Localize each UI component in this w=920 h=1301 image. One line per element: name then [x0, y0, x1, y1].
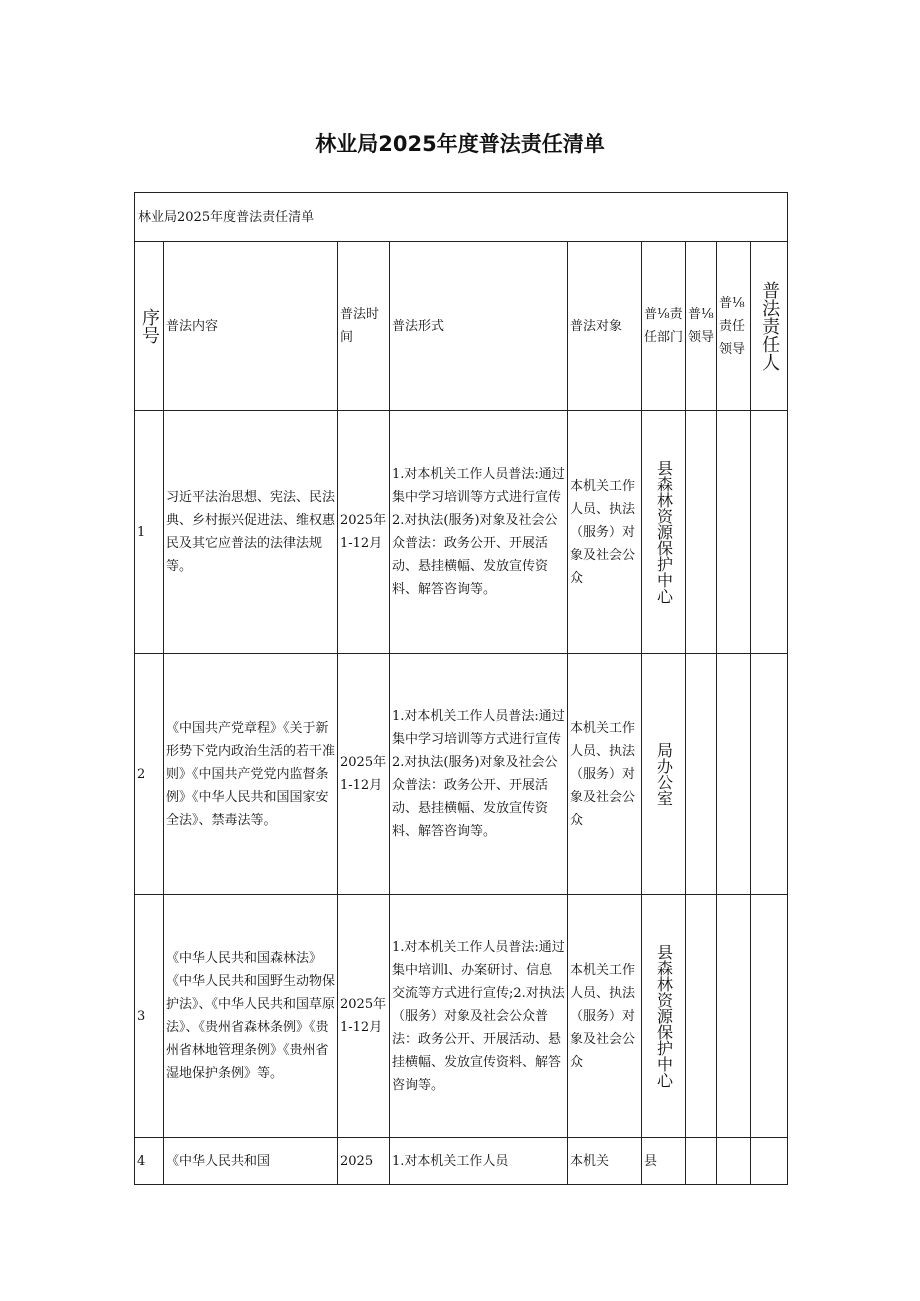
table-row: [135, 411, 788, 654]
row-form: 1.对本机关工作人员普法:通过集中培训l、办案研讨、信息交流等方式进行宣传;2.对执法（服务）对象及社会公众普法：政务公开、开展活动、悬挂横幅、发放宣传资料、解答咨询等。: [390, 895, 568, 1138]
header-resp-leader: 普⅛责任领导: [717, 242, 751, 411]
header-target: 普法对象: [568, 242, 642, 411]
document-title: 林业局2025年度普法责任清单: [315, 132, 605, 156]
row-leader: [686, 411, 717, 654]
row-dept: 县: [642, 1138, 686, 1185]
row-dept: 县森林资源保护中心: [642, 895, 686, 1138]
header-seq: 序号: [135, 242, 164, 411]
row-content: 《中国共产党章程》《关于新形势下党内政治生活的若干准则》《中国共产党党内监督条例》《中华人民共和国国家安全法》、禁毒法等。: [164, 654, 338, 895]
header-form: 普法形式: [390, 242, 568, 411]
row-content: 《中华人民共和国森林法》《中华人民共和国野生动物保护法》、《中华人民共和国草原法》、《贵州省森林条例》《贵州省林地管理条例》《贵州省湿地保护条例》等。: [164, 895, 338, 1138]
row-content: 习近平法治思想、宪法、民法典、乡村振兴促进法、维权惠民及其它应普法的法律法规等。: [164, 411, 338, 654]
row-seq: 4: [135, 1138, 164, 1185]
header-dept: 普⅛责任部门: [642, 242, 686, 411]
row-seq: 1: [135, 411, 164, 654]
caption-row: [135, 193, 788, 242]
row-content: 《中华人民共和国: [164, 1138, 338, 1185]
row-seq: 3: [135, 895, 164, 1138]
row-time: 2025年1-12月: [338, 654, 390, 895]
row-target: 本机关工作人员、执法（服务）对象及社会公众: [568, 411, 642, 654]
row-dept: 局办公室: [642, 654, 686, 895]
table-row: [135, 1138, 788, 1185]
row-time: 2025: [338, 1138, 390, 1185]
header-content: 普法内容: [164, 242, 338, 411]
row-seq: 2: [135, 654, 164, 895]
header-row: [135, 242, 788, 411]
row-time: 2025年1-12月: [338, 411, 390, 654]
row-leader: [686, 895, 717, 1138]
row-target: 本机关: [568, 1138, 642, 1185]
row-time: 2025年1-12月: [338, 895, 390, 1138]
row-resp-leader: [717, 895, 751, 1138]
row-leader: [686, 1138, 717, 1185]
row-target: 本机关工作人员、执法（服务）对象及社会公众: [568, 895, 642, 1138]
row-resp-person: [751, 654, 788, 895]
row-target: 本机关工作人员、执法（服务）对象及社会公众: [568, 654, 642, 895]
row-resp-leader: [717, 654, 751, 895]
row-resp-person: [751, 411, 788, 654]
row-resp-leader: [717, 1138, 751, 1185]
row-leader: [686, 654, 717, 895]
table-caption: 林业局2025年度普法责任清单: [135, 193, 788, 242]
row-resp-leader: [717, 411, 751, 654]
row-form: 1.对本机关工作人员: [390, 1138, 568, 1185]
header-leader: 普⅛领导: [686, 242, 717, 411]
row-form: 1.对本机关工作人员普法:通过集中学习培训等方式进行宣传 2.对执法(服务)对象及社会公众普法：政务公开、开展活动、悬挂横幅、发放宣传资料、解答咨询等。: [390, 411, 568, 654]
row-resp-person: [751, 1138, 788, 1185]
row-form: 1.对本机关工作人员普法:通过集中学习培训等方式进行宣传 2.对执法(服务)对象及社会公众普法：政务公开、开展活动、悬挂横幅、发放宣传资料、解答咨询等。: [390, 654, 568, 895]
row-resp-person: [751, 895, 788, 1138]
table-row: [135, 654, 788, 895]
header-resp-person: 普法责任人: [751, 242, 788, 411]
header-time: 普法时间: [338, 242, 390, 411]
table-row: [135, 895, 788, 1138]
responsibility-table: [134, 192, 788, 1185]
row-dept: 县森林资源保护中心: [642, 411, 686, 654]
